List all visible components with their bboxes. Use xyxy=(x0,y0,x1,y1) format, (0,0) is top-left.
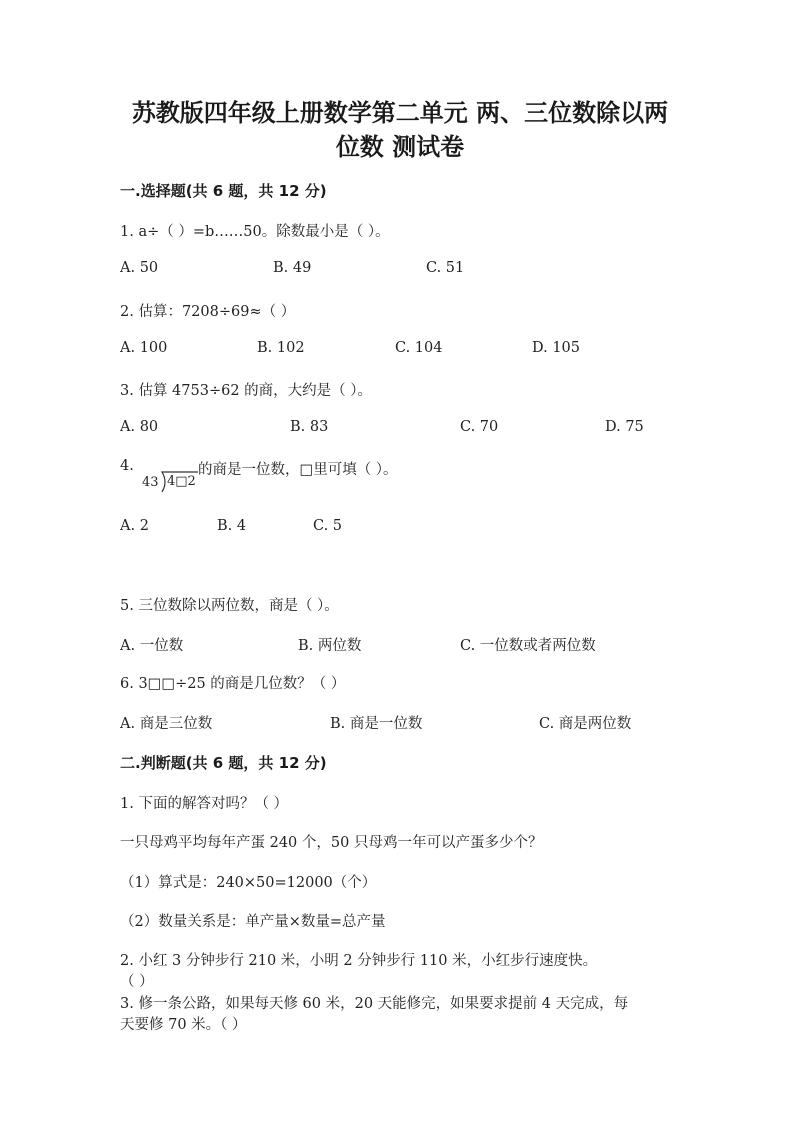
question-6-stem: 6. 3□□÷25 的商是几位数？（ ） xyxy=(120,676,346,692)
question-1-option-a: A. 50 xyxy=(120,260,159,276)
question-2-stem: 2. 估算：7208÷69≈（ ） xyxy=(120,304,296,320)
question-6-option-a: A. 商是三位数 xyxy=(120,716,213,732)
judge-3-line-2: 天要修 70 米。（ ） xyxy=(120,1017,247,1033)
section-heading-choice: 一.选择题(共 6 题，共 12 分) xyxy=(120,182,327,200)
question-3-stem: 3. 估算 4753÷62 的商，大约是（ ）。 xyxy=(120,383,373,399)
page-title-line-1: 苏教版四年级上册数学第二单元 两、三位数除以两 xyxy=(131,99,669,127)
question-5-option-a: A. 一位数 xyxy=(120,638,184,654)
question-5-stem: 5. 三位数除以两位数，商是（ ）。 xyxy=(120,598,339,614)
page-title-line-2: 位数 测试卷 xyxy=(335,133,465,161)
question-2-option-b: B. 102 xyxy=(257,340,305,356)
question-4-number: 4. xyxy=(120,458,134,474)
question-4-option-c: C. 5 xyxy=(313,518,343,534)
judge-1-step-2: （2）数量关系是：单产量×数量=总产量 xyxy=(120,914,386,930)
question-6-option-c: C. 商是两位数 xyxy=(539,716,632,732)
question-1-option-c: C. 51 xyxy=(426,260,465,276)
question-5-option-b: B. 两位数 xyxy=(298,638,362,654)
division-divisor: 43 xyxy=(142,475,159,490)
question-4-option-b: B. 4 xyxy=(217,518,247,534)
judge-1-stem: 1. 下面的解答对吗？（ ） xyxy=(120,796,289,812)
judge-1-step-1: （1）算式是：240×50=12000（个） xyxy=(120,875,377,891)
question-2-option-c: C. 104 xyxy=(395,340,443,356)
judge-2-answer-paren: （ ） xyxy=(120,974,154,990)
judge-3-line-1: 3. 修一条公路，如果每天修 60 米，20 天能修完，如果要求提前 4 天完成，每 xyxy=(120,996,629,1012)
question-5-option-c: C. 一位数或者两位数 xyxy=(460,638,596,654)
question-3-option-c: C. 70 xyxy=(460,419,499,435)
question-4-stem: 的商是一位数，□里可填（ ）。 xyxy=(198,462,398,478)
question-3-option-d: D. 75 xyxy=(605,419,644,435)
question-3-option-a: A. 80 xyxy=(120,419,159,435)
long-division-figure xyxy=(142,470,202,496)
question-2-option-d: D. 105 xyxy=(532,340,581,356)
question-2-option-a: A. 100 xyxy=(120,340,168,356)
judge-2-stem: 2. 小红 3 分钟步行 210 米，小明 2 分钟步行 110 米，小红步行速度快。 xyxy=(120,953,598,969)
section-heading-judgement: 二.判断题(共 6 题，共 12 分) xyxy=(120,754,327,772)
question-3-option-b: B. 83 xyxy=(290,419,329,435)
question-1-option-b: B. 49 xyxy=(273,260,312,276)
question-1-stem: 1. a÷（ ）=b……50。除数最小是（ ）。 xyxy=(120,224,390,240)
question-6-option-b: B. 商是一位数 xyxy=(330,716,423,732)
question-4-option-a: A. 2 xyxy=(120,518,149,534)
judge-1-problem: 一只母鸡平均每年产蛋 240 个，50 只母鸡一年可以产蛋多少个？ xyxy=(120,835,543,851)
division-dividend: 4□2 xyxy=(167,474,196,489)
